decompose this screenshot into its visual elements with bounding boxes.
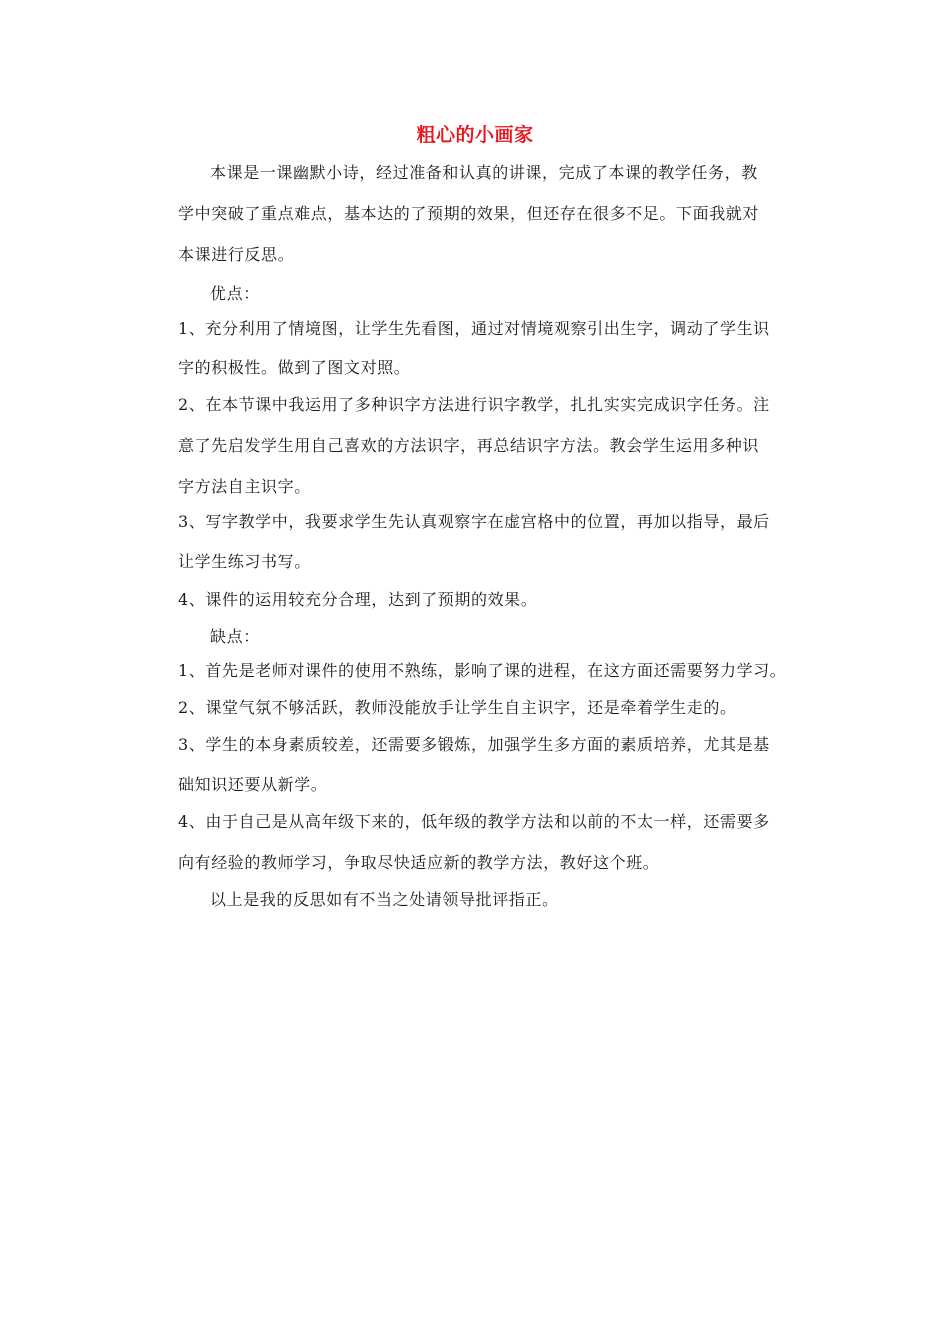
weakness-4-line-1: 4、由于自己是从高年级下来的，低年级的教学方法和以前的不太一样，还需要多	[178, 812, 770, 831]
weakness-3-line-2: 础知识还要从新学。	[178, 775, 328, 794]
closing-line: 以上是我的反思如有不当之处请领导批评指正。	[210, 890, 559, 909]
strength-3-line-2: 让学生练习书写。	[178, 552, 311, 571]
strength-4-line-1: 4、课件的运用较充分合理，达到了预期的效果。	[178, 590, 538, 609]
paragraph-intro-line-2: 学中突破了重点难点，基本达的了预期的效果，但还存在很多不足。下面我就对	[178, 204, 760, 223]
strength-2-line-3: 字方法自主识字。	[178, 477, 311, 496]
section-heading-weaknesses: 缺点：	[210, 627, 260, 646]
document-title: 粗心的小画家	[416, 124, 534, 146]
weakness-3-line-1: 3、学生的本身素质较差，还需要多锻炼，加强学生多方面的素质培养，尤其是基	[178, 735, 770, 754]
paragraph-intro-line-1: 本课是一课幽默小诗，经过准备和认真的讲课，完成了本课的教学任务，教	[210, 163, 758, 182]
strength-1-line-1: 1、充分利用了情境图，让学生先看图，通过对情境观察引出生字，调动了学生识	[178, 319, 770, 338]
section-heading-strengths: 优点：	[210, 284, 260, 303]
weakness-2-line-1: 2、课堂气氛不够活跃，教师没能放手让学生自主识字，还是牵着学生走的。	[178, 698, 737, 717]
weakness-4-line-2: 向有经验的教师学习，争取尽快适应新的教学方法，教好这个班。	[178, 853, 660, 872]
strength-2-line-2: 意了先启发学生用自己喜欢的方法识字，再总结识字方法。教会学生运用多种识	[178, 436, 760, 455]
strength-3-line-1: 3、写字教学中，我要求学生先认真观察字在虚宫格中的位置，再加以指导，最后	[178, 512, 770, 531]
paragraph-intro-line-3: 本课进行反思。	[178, 245, 295, 264]
strength-2-line-1: 2、在本节课中我运用了多种识字方法进行识字教学，扎扎实实完成识字任务。注	[178, 395, 770, 414]
weakness-1-line-1: 1、首先是老师对课件的使用不熟练，影响了课的进程，在这方面还需要努力学习。	[178, 661, 787, 680]
strength-1-line-2: 字的积极性。做到了图文对照。	[178, 358, 411, 377]
